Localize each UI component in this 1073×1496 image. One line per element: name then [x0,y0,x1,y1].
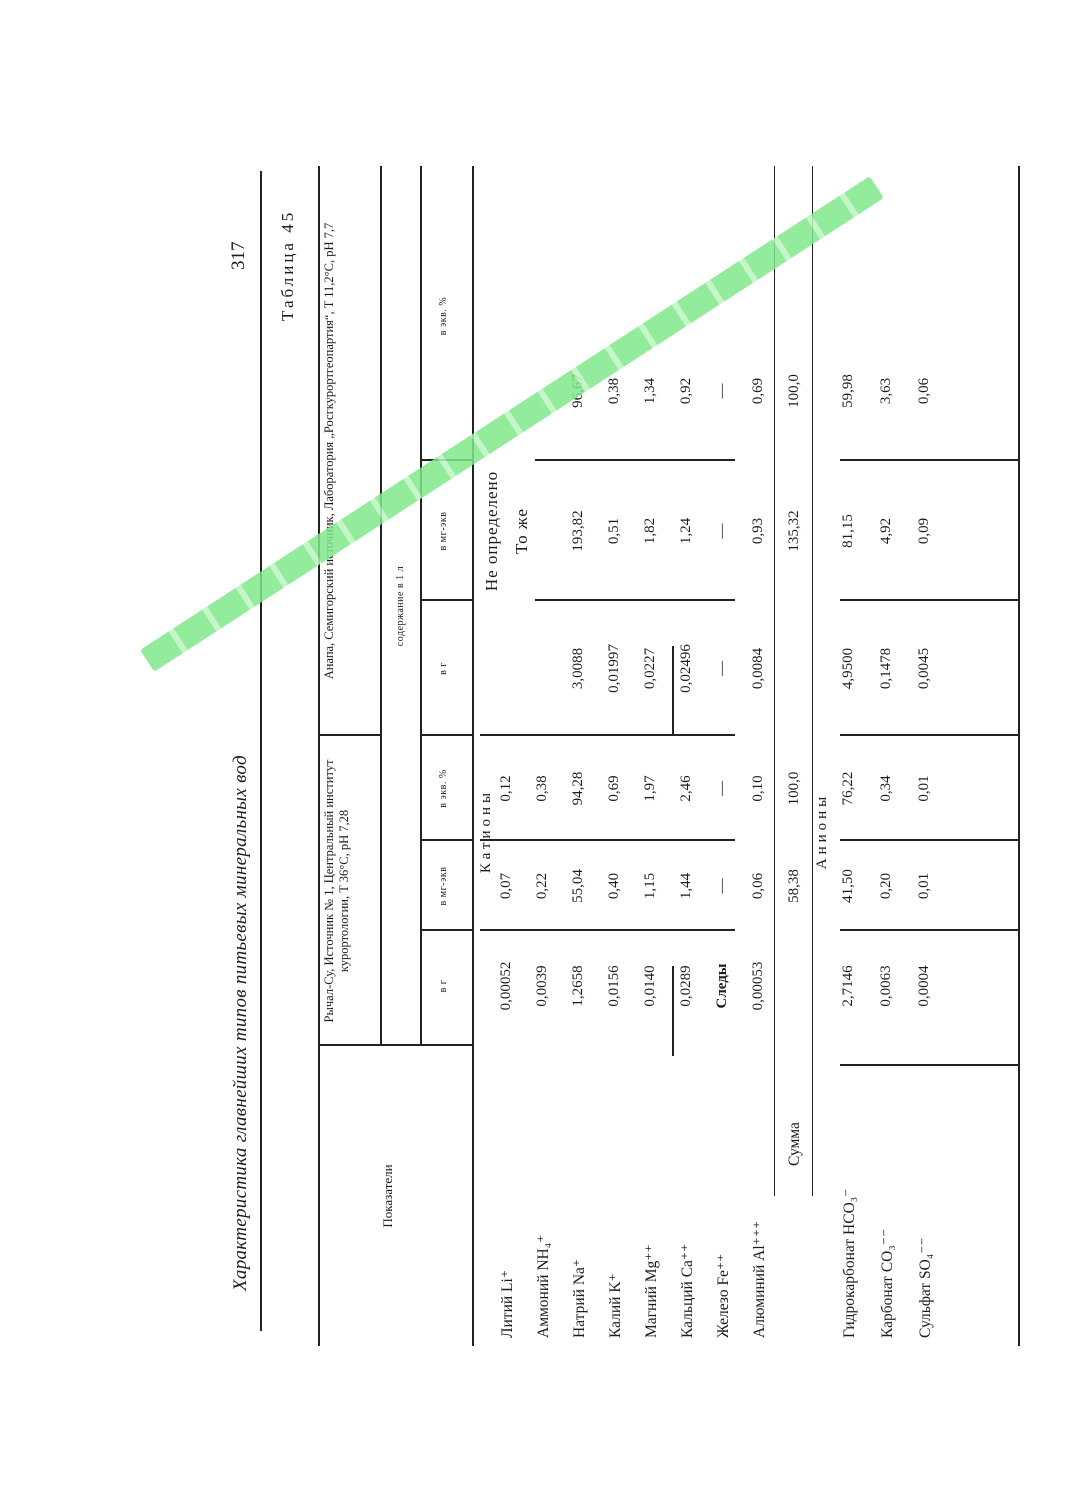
cell: 1,44 [678,872,694,900]
cell: 0,12 [498,775,514,802]
row-name: Аммоний NH₄⁺ [535,1234,552,1338]
cell: 76,22 [840,771,856,806]
source-header-rule [380,166,382,1046]
cell: 0,92 [678,377,694,405]
unit-mgeq-1: в мг-экв [438,866,449,906]
row-name: Карбонат CO₃⁻⁻ [879,1228,896,1338]
cell: 0,07 [498,872,514,900]
row-name: Натрий Na⁺ [571,1258,588,1338]
cell: 2,46 [678,775,694,802]
cell: 4,9500 [840,647,856,690]
page-number: 317 [228,241,249,270]
cell: 1,97 [642,775,658,802]
cell: 135,32 [786,510,802,552]
cell: 0,51 [606,517,622,545]
indicator-header: Показатели [380,1164,395,1228]
cell: 59,98 [840,374,856,408]
sum-rule-right [672,646,674,736]
unit-mgeq-2: в мг-экв [438,511,449,551]
cell: 100,0 [786,771,802,806]
cell: 0,01997 [606,644,622,693]
cell: 0,06 [916,377,932,405]
row-name: Кальций Ca⁺⁺ [679,1243,696,1338]
cell: 2,7146 [840,965,856,1007]
cell: 0,20 [878,872,894,900]
cell: 0,0289 [678,965,694,1007]
cell: 0,0063 [878,965,894,1007]
row-name: Сульфат SO₄⁻⁻ [917,1237,934,1338]
sum-bottom-rule [812,166,813,1196]
cell: 0,0156 [606,965,622,1007]
cell: 0,40 [606,872,622,900]
row-name: Литий Li⁺ [499,1269,516,1338]
row-name: Калий K⁺ [607,1273,624,1338]
sum-label: Сумма [786,1122,803,1166]
content-per-litre-header: содержание в 1 л [395,565,406,647]
source-divider [318,735,380,737]
unit-eqpct-2: в экв. % [438,296,449,336]
cell: 0,38 [534,775,550,802]
cell: 3,0088 [570,647,586,690]
cell: — [714,781,730,796]
unit-g-1: в г [438,979,449,993]
cell: 0,34 [878,775,894,802]
cell: — [714,878,730,894]
cell: 0,0084 [750,647,766,690]
cell: 0,38 [606,377,622,405]
cell: 55,04 [570,869,586,903]
cell: 1,2658 [570,965,586,1007]
cell: 0,69 [606,775,622,802]
cell: 1,15 [642,872,658,900]
not-determined-note: Не определено [482,470,501,592]
cell: — [714,383,730,399]
row-name: Гидрокарбонат HCO₃⁻ [841,1188,858,1338]
anions-label: Анионы [814,792,830,870]
source-2-header: Анапа, Семигорский источник, Лаборатория „Росгкурортгеопартия“, T 11,2°C, pH 7,7 [322,222,336,680]
cell: 1,24 [678,517,694,545]
cell: 0,10 [750,775,766,802]
row-name: Алюминий Al⁺⁺⁺ [751,1220,768,1338]
cell: 0,0045 [916,647,932,690]
anion-sep-0 [840,1065,1018,1067]
cell: 1,82 [642,517,658,545]
cell: 0,69 [750,377,766,405]
cell: 0,93 [750,517,766,545]
table-number: Таблица 45 [278,209,297,321]
header-bottom-rule [472,166,474,1346]
same-note: То же [512,508,531,554]
cell: 0,01 [916,775,932,802]
cell: 0,09 [916,517,932,545]
cations-label: Катионы [478,788,494,874]
cell: 0,02496 [678,644,694,693]
cell: 0,1478 [878,647,894,690]
col-sep-4 [535,600,735,602]
unit-eqpct-1: в экв. % [438,769,449,808]
cell: 81,15 [840,514,856,548]
cell: 0,01 [916,872,932,900]
cell: 0,22 [534,872,550,900]
source-1-header: Рычал-Су, Источник № 1, Центральный институт курортологии, T 36°C, pH 7,28 [322,759,351,1023]
cell: 0,0004 [916,965,932,1007]
row-name: Магний Mg⁺⁺ [643,1244,660,1338]
col-sep-5 [535,460,735,462]
cell: 100,0 [786,374,802,408]
cell: 1,34 [642,377,658,405]
table-top-rule [318,166,320,1346]
cell: 0,0227 [642,647,658,690]
header-rule [260,171,262,1331]
sum-top-rule [774,166,775,1196]
unit-g-2: в г [438,662,449,675]
cell: 0,0140 [642,965,658,1007]
sum-rule-left [672,966,674,1056]
cell: 0,00053 [750,961,766,1011]
cell: 3,63 [878,377,894,405]
cell: 94,28 [570,771,586,806]
cell: 58,38 [786,869,802,903]
running-title: Характеристика главнейших типов питьевых минеральных вод [230,755,251,1291]
row-name: Железо Fe⁺⁺ [715,1253,732,1338]
cell: 4,92 [878,517,894,545]
indicator-column-divider [318,1045,472,1047]
cell: 0,00052 [498,961,514,1011]
cell: 193,82 [570,510,586,552]
cell: 0,06 [750,872,766,900]
table-bottom-rule [1018,166,1020,1346]
cell: 41,50 [840,869,856,903]
cell: — [714,523,730,539]
cell: Следы [714,963,730,1009]
cell: 0,0039 [534,965,550,1007]
content-header-rule [420,166,422,1046]
cell: — [714,661,730,676]
